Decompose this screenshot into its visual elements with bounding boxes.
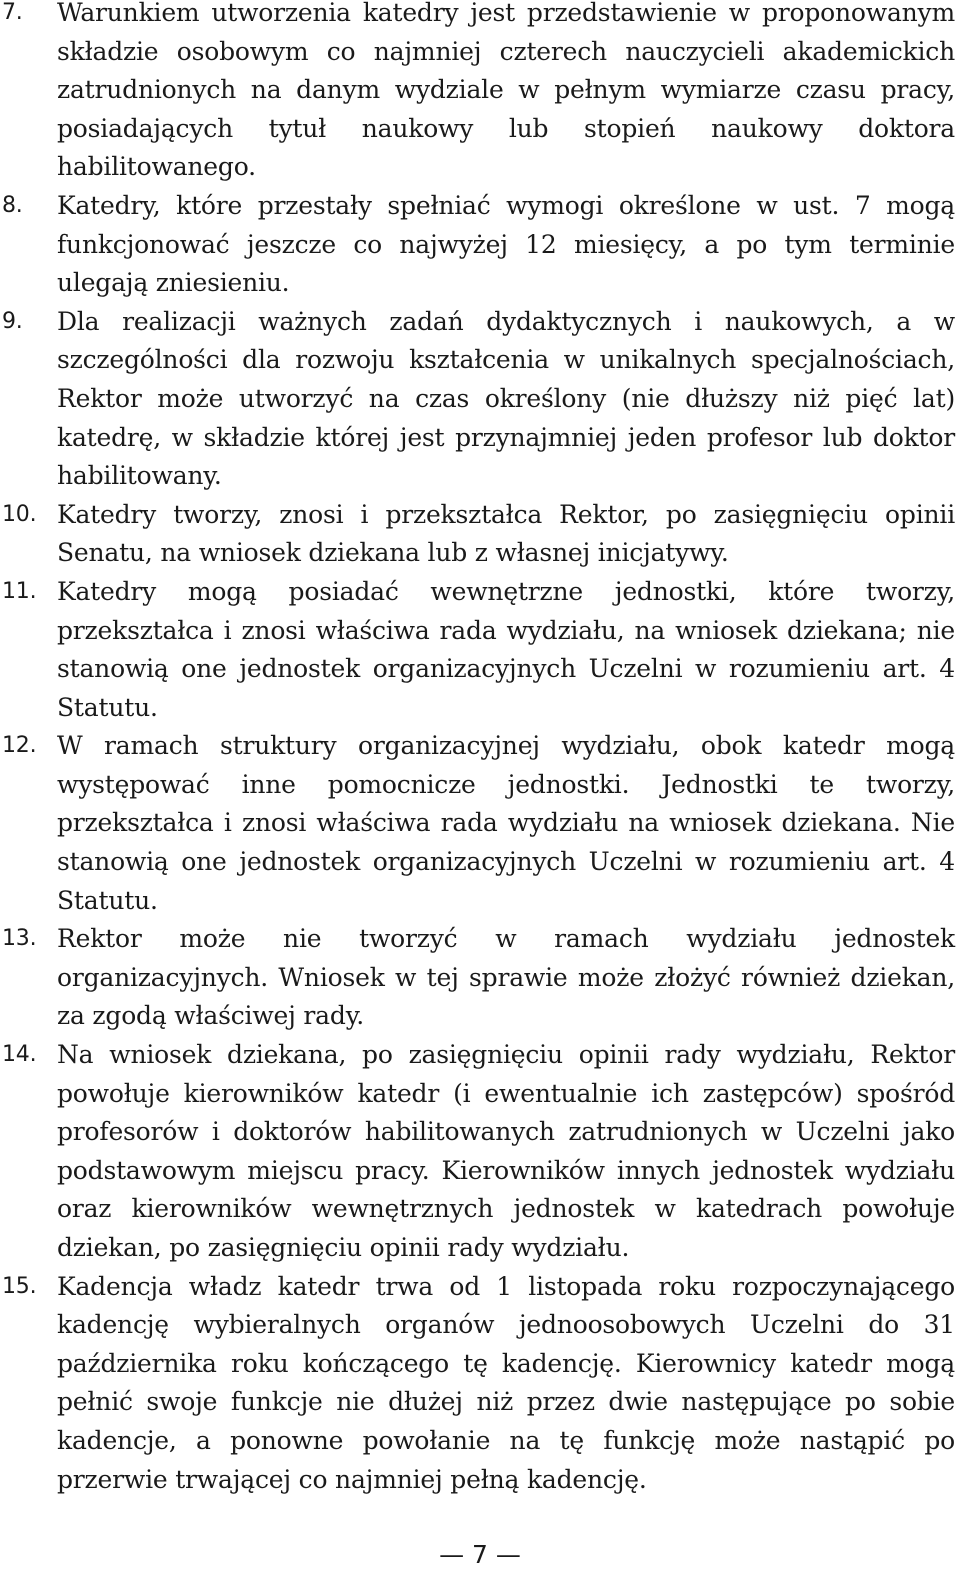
paragraph-item — [0, 1036, 955, 1268]
paragraph-item — [0, 0, 955, 187]
paragraph-number: 9. — [2, 308, 23, 334]
paragraph-item — [0, 187, 955, 303]
paragraph-number: 7. — [2, 0, 23, 25]
paragraph-text: Rektor może nie tworzyć w ramach wydziału jednostek organizacyjnych. Wniosek w tej sprawie może złożyć również dziekan, za zgodą właściwej rady. — [57, 924, 955, 1031]
paragraph-text: Na wniosek dziekana, po zasięgnięciu opinii rady wydziału, Rektor powołuje kierowników katedr (i ewentualnie ich zastępców) spośród profesorów i doktorów habilitowanych zatrudnionych w Uczelni jako podstawowym miejscu pracy. Kierowników innych jednostek wydziału oraz kierowników wewnętrznych jednostek w katedrach powołuje dziekan, po zasięgnięciu opinii rady wydziału. — [57, 1040, 955, 1262]
paragraph-item — [0, 920, 955, 1036]
paragraph-text: W ramach struktury organizacyjnej wydziału, obok katedr mogą występować inne pomocnicze jednostki. Jednostki te tworzy, przekształca i znosi właściwa rada wydziału na wniosek dziekana. Nie stanowią one jednostek organizacyjnych Uczelni w rozumieniu art. 4 Statutu. — [57, 731, 955, 915]
paragraph-number: 12. — [2, 733, 37, 759]
paragraph-text: Katedry tworzy, znosi i przekształca Rektor, po zasięgnięciu opinii Senatu, na wniosek dziekana lub z własnej inicjatywy. — [57, 499, 955, 568]
paragraph-text: Kadencja władz katedr trwa od 1 listopada roku rozpoczynającego kadencję wybieralnych organów jednoosobowych Uczelni do 31 października roku kończącego tę kadencję. Kierownicy katedr mogą pełnić swoje funkcje nie dłużej niż przez dwie następujące po sobie kadencje, a ponowne powołanie na tę funkcję może nastąpić po przerwie trwającej co najmniej pełną kadencję. — [57, 1271, 955, 1494]
paragraph-text: Dla realizacji ważnych zadań dydaktycznych i naukowych, a w szczególności dla rozwoju kształcenia w unikalnych specjalnościach, Rektor może utworzyć na czas określony (nie dłuższy niż pięć lat) katedrę, w składzie której jest przynajmniej jeden profesor lub doktor habilitowany. — [57, 306, 955, 491]
paragraph-text: Katedry mogą posiadać wewnętrzne jednostki, które tworzy, przekształca i znosi właściwa rada wydziału, na wniosek dziekana; nie stanowią one jednostek organizacyjnych Uczelni w rozumieniu art. 4 Statutu. — [57, 576, 955, 722]
paragraph-number: 15. — [2, 1273, 37, 1299]
page-number: — 7 — — [439, 1540, 521, 1569]
paragraph-item — [0, 573, 955, 727]
paragraph-text: Warunkiem utworzenia katedry jest przedstawienie w proponowanym składzie osobowym co najmniej czterech nauczycieli akademickich zatrudnionych na danym wydziale w pełnym wymiarze czasu pracy, posiadających tytuł naukowy lub stopień naukowy doktora habilitowanego. — [57, 0, 955, 182]
paragraph-item — [0, 303, 955, 496]
paragraph-number: 14. — [2, 1042, 37, 1068]
paragraph-number: 8. — [2, 192, 23, 218]
paragraph-text: Katedry, które przestały spełniać wymogi określone w ust. 7 mogą funkcjonować jeszcze co najwyżej 12 miesięcy, a po tym terminie ulegają zniesieniu. — [57, 190, 955, 298]
paragraph-item — [0, 496, 955, 573]
paragraph-item — [0, 1268, 955, 1500]
paragraph-number: 11. — [2, 578, 37, 604]
paragraph-number: 13. — [2, 926, 37, 952]
paragraph-item — [0, 727, 955, 920]
paragraph-number: 10. — [2, 501, 37, 527]
